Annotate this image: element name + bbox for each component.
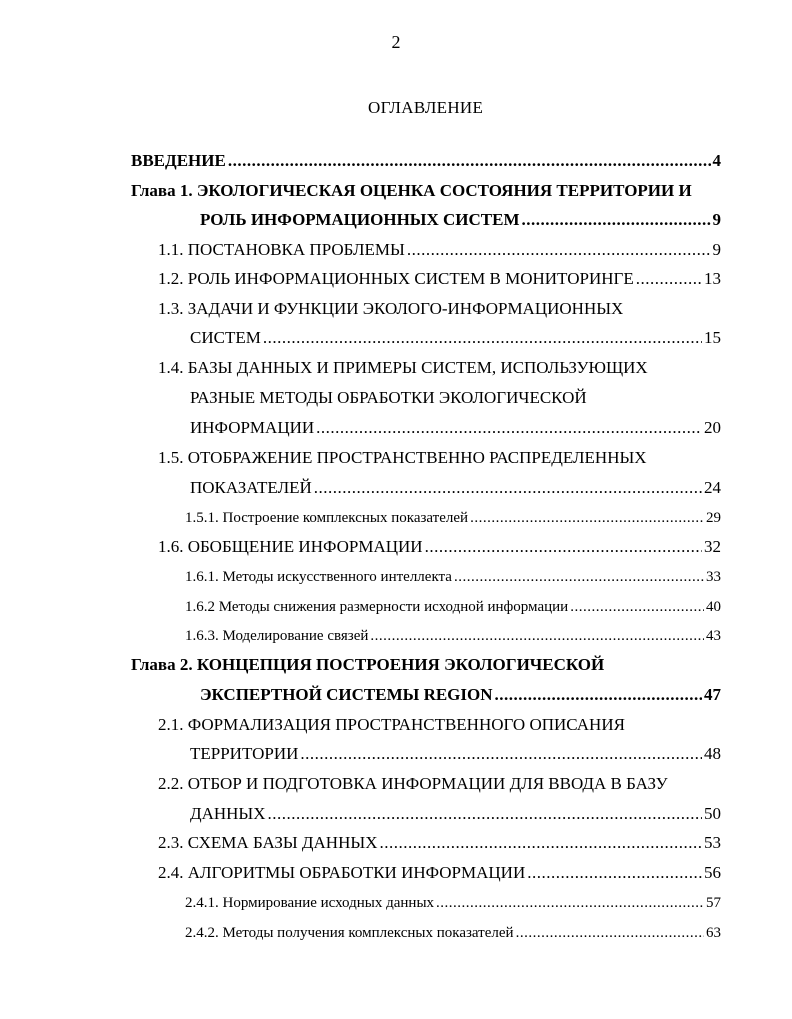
toc-chapter-1[interactable]: [200, 209, 721, 231]
toc-page-number: 48: [704, 744, 721, 763]
toc-page-number: 4: [712, 151, 721, 170]
dot-leader: [495, 684, 702, 706]
dot-leader: [300, 743, 702, 765]
toc-entry-1-1[interactable]: [158, 239, 721, 261]
toc-entry-1-3[interactable]: [190, 327, 721, 349]
dot-leader: [522, 209, 711, 231]
toc-page-number: 9: [712, 210, 721, 229]
toc-entry-1-4[interactable]: [190, 417, 721, 439]
dot-leader: [425, 536, 702, 558]
toc-chapter-2[interactable]: [200, 684, 721, 706]
dot-leader: [268, 803, 702, 825]
toc-entry-label: 1.6.2 Методы снижения размерности исходной информации: [185, 599, 569, 615]
toc-entry-2-4-2[interactable]: [185, 922, 721, 944]
dot-leader: [370, 625, 704, 647]
toc-entry-2-3[interactable]: [158, 832, 721, 854]
toc-entry-2-1[interactable]: [190, 743, 721, 765]
toc-page-number: 32: [704, 537, 721, 556]
toc-chapter-1-line1[interactable]: Глава 1. ЭКОЛОГИЧЕСКАЯ ОЦЕНКА СОСТОЯНИЯ ТЕРРИТОРИИ И: [131, 181, 692, 200]
dot-leader: [314, 477, 702, 499]
toc-entry-1-4-line1[interactable]: 1.4. БАЗЫ ДАННЫХ И ПРИМЕРЫ СИСТЕМ, ИСПОЛЬЗУЮЩИХ: [158, 358, 648, 377]
toc-entry-label: 1.6.3. Моделирование связей: [185, 628, 369, 644]
toc-entry-label: 2.4.2. Методы получения комплексных показателей: [185, 925, 514, 941]
toc-entry-1-5-1[interactable]: [185, 507, 721, 529]
toc-entry-label: ПОКАЗАТЕЛЕЙ: [190, 478, 312, 497]
page-number: 2: [391, 32, 401, 52]
toc-page-number: 47: [704, 685, 721, 704]
dot-leader: [527, 862, 702, 884]
toc-entry-label: 1.5.1. Построение комплексных показателей: [185, 510, 469, 526]
toc-page-number: 40: [706, 599, 721, 615]
toc-entry-2-1-line1[interactable]: 2.1. ФОРМАЛИЗАЦИЯ ПРОСТРАНСТВЕННОГО ОПИСАНИЯ: [158, 715, 625, 734]
dot-leader: [454, 566, 704, 588]
toc-page-number: 57: [706, 895, 721, 911]
toc-entry-label: СИСТЕМ: [190, 328, 261, 347]
dot-leader: [470, 507, 704, 529]
toc-entry-label: ИНФОРМАЦИИ: [190, 418, 315, 437]
toc-page-number: 56: [704, 863, 721, 882]
toc-entry-label: 1.2. РОЛЬ ИНФОРМАЦИОННЫХ СИСТЕМ В МОНИТОРИНГЕ: [158, 269, 634, 288]
toc-chapter-2-line1[interactable]: Глава 2. КОНЦЕПЦИЯ ПОСТРОЕНИЯ ЭКОЛОГИЧЕСКОЙ: [131, 655, 605, 674]
toc-entry-1-6-2[interactable]: [185, 596, 721, 618]
toc-entry-label: ВВЕДЕНИЕ: [131, 151, 226, 170]
dot-leader: [379, 832, 702, 854]
toc-entry-label: ДАННЫХ: [190, 804, 266, 823]
toc-entry-1-2[interactable]: [158, 268, 721, 290]
toc-entry-1-6-1[interactable]: [185, 566, 721, 588]
toc-page-number: 24: [704, 478, 721, 497]
toc-entry-label: 1.1. ПОСТАНОВКА ПРОБЛЕМЫ: [158, 240, 405, 259]
toc-entry-label: 2.3. СХЕМА БАЗЫ ДАННЫХ: [158, 833, 378, 852]
dot-leader: [407, 239, 711, 261]
toc-entry-label: 2.4. АЛГОРИТМЫ ОБРАБОТКИ ИНФОРМАЦИИ: [158, 863, 526, 882]
toc-entry-intro[interactable]: [131, 150, 721, 172]
toc-entry-label: 2.4.1. Нормирование исходных данных: [185, 895, 435, 911]
toc-entry-label: 1.6.1. Методы искусственного интеллекта: [185, 569, 452, 585]
toc-entry-2-2[interactable]: [190, 803, 721, 825]
dot-leader: [436, 892, 704, 914]
toc-entry-1-6[interactable]: [158, 536, 721, 558]
dot-leader: [316, 417, 702, 439]
toc-page-number: 33: [706, 569, 721, 585]
dot-leader: [516, 922, 704, 944]
toc-entry-label: 1.6. ОБОБЩЕНИЕ ИНФОРМАЦИИ: [158, 537, 423, 556]
toc-entry-label: ЭКСПЕРТНОЙ СИСТЕМЫ REGION: [200, 685, 493, 704]
toc-page-number: 50: [704, 804, 721, 823]
toc-page-number: 29: [706, 510, 721, 526]
toc-entry-2-4[interactable]: [158, 862, 721, 884]
toc-entry-2-2-line1[interactable]: 2.2. ОТБОР И ПОДГОТОВКА ИНФОРМАЦИИ ДЛЯ ВВОДА В БАЗУ: [158, 774, 668, 793]
toc-entry-1-6-3[interactable]: [185, 625, 721, 647]
toc-page-number: 15: [704, 328, 721, 347]
toc-page-number: 20: [704, 418, 721, 437]
toc-entry-2-4-1[interactable]: [185, 892, 721, 914]
toc-entry-1-5-line1[interactable]: 1.5. ОТОБРАЖЕНИЕ ПРОСТРАНСТВЕННО РАСПРЕДЕЛЕННЫХ: [158, 448, 647, 467]
toc-entry-label: ТЕРРИТОРИИ: [190, 744, 299, 763]
toc-title: ОГЛАВЛЕНИЕ: [368, 98, 484, 117]
toc-page-number: 9: [712, 240, 721, 259]
dot-leader: [263, 327, 702, 349]
dot-leader: [636, 268, 702, 290]
toc-page-number: 43: [706, 628, 721, 644]
dot-leader: [570, 596, 704, 618]
toc-page-number: 53: [704, 833, 721, 852]
toc-entry-1-4-line2[interactable]: РАЗНЫЕ МЕТОДЫ ОБРАБОТКИ ЭКОЛОГИЧЕСКОЙ: [190, 388, 587, 407]
dot-leader: [228, 150, 711, 172]
toc-entry-label: РОЛЬ ИНФОРМАЦИОННЫХ СИСТЕМ: [200, 210, 520, 229]
toc-entry-1-5[interactable]: [190, 477, 721, 499]
toc-page-number: 13: [704, 269, 721, 288]
toc-entry-1-3-line1[interactable]: 1.3. ЗАДАЧИ И ФУНКЦИИ ЭКОЛОГО-ИНФОРМАЦИОННЫХ: [158, 299, 624, 318]
toc-page-number: 63: [706, 925, 721, 941]
